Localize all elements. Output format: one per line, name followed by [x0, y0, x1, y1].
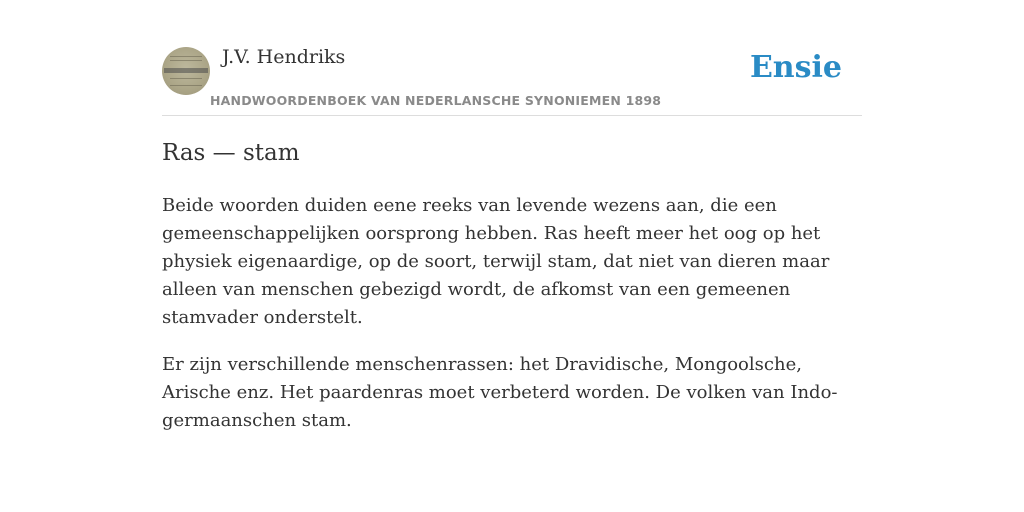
- entry-card: [162, 0, 862, 431]
- entry-body: [162, 192, 862, 454]
- entry-paragraph: Beide woorden duiden eene reeks van levende wezens aan, die een gemeenschappelijken oorsprong hebben. Ras heeft meer het oog op het physiek eigenaardige, op de soort, terwijl stam, dat niet van dieren maar alleen van menschen gebezigd wordt, de afkomst van een gemeenen stamvader onderstelt.: [162, 195, 830, 328]
- avatar[interactable]: [162, 47, 210, 95]
- entry-title: Ras — stam: [162, 140, 300, 166]
- avatar-detail-line: [170, 56, 202, 57]
- author-name[interactable]: J.V. Hendriks: [222, 46, 346, 68]
- avatar-detail-line: [170, 60, 202, 61]
- entry-header: [162, 0, 862, 116]
- entry-paragraph: Er zijn verschillende menschenrassen: het Dravidische, Mongoolsche, Arische enz. Het paardenras moet verbeterd worden. De volken van Indo-germaanschen stam.: [162, 354, 838, 431]
- avatar-detail-line: [170, 78, 202, 79]
- source-title[interactable]: HANDWOORDENBOEK VAN NEDERLANSCHE SYNONIEMEN 1898: [210, 93, 662, 108]
- avatar-detail-line: [170, 85, 202, 86]
- brand-logo[interactable]: Ensie: [749, 50, 842, 85]
- avatar-detail-band: [164, 68, 208, 73]
